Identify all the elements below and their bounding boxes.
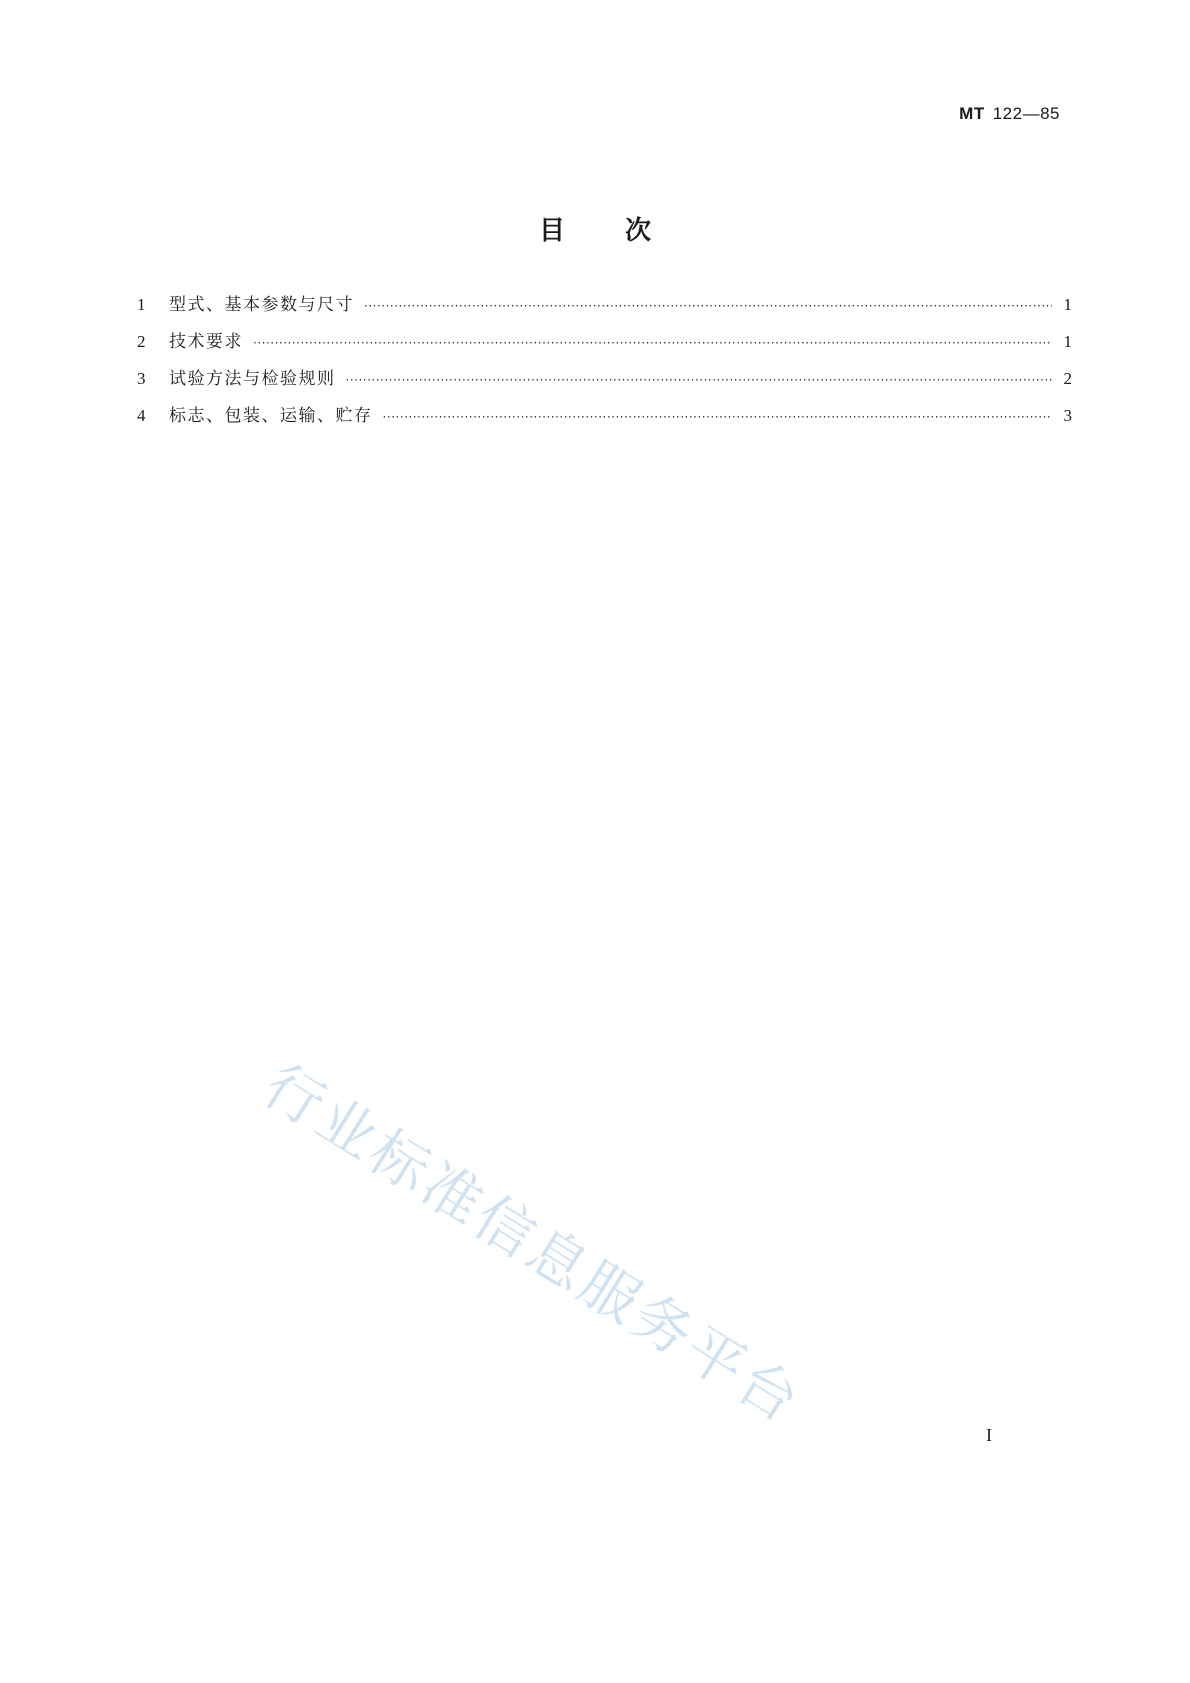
watermark: 行业标准信息服务平台 bbox=[252, 1051, 814, 1438]
toc-leader-dots bbox=[364, 299, 1052, 313]
toc-entry-label: 技术要求 bbox=[169, 332, 243, 352]
toc-entry-page: 3 bbox=[1063, 406, 1072, 425]
toc-entry-page: 2 bbox=[1063, 369, 1072, 388]
toc-entry[interactable] bbox=[137, 290, 1072, 327]
toc-entry[interactable] bbox=[137, 364, 1072, 401]
toc-leader-dots bbox=[253, 336, 1052, 350]
standard-code: MT bbox=[959, 104, 985, 123]
toc-entry-label: 型式、基本参数与尺寸 bbox=[169, 295, 354, 315]
standard-number bbox=[959, 104, 1060, 124]
toc-entry-page: 1 bbox=[1063, 295, 1072, 314]
toc-leader-dots bbox=[383, 410, 1053, 424]
page-number: I bbox=[986, 1425, 992, 1445]
toc-entry-label: 试验方法与检验规则 bbox=[169, 369, 336, 389]
toc-entry-number: 3 bbox=[137, 369, 146, 388]
toc-entry-label: 标志、包装、运输、贮存 bbox=[169, 406, 373, 426]
toc-leader-dots bbox=[346, 373, 1053, 387]
table-of-contents bbox=[137, 290, 1072, 438]
toc-entry-number: 2 bbox=[137, 332, 146, 351]
toc-entry[interactable] bbox=[137, 327, 1072, 364]
page-title: 目次 bbox=[538, 216, 711, 246]
standard-number-value: 122—85 bbox=[992, 104, 1060, 123]
toc-entry-number: 4 bbox=[137, 406, 146, 425]
toc-entry[interactable] bbox=[137, 401, 1072, 438]
toc-entry-page: 1 bbox=[1063, 332, 1072, 351]
toc-entry-number: 1 bbox=[137, 295, 146, 314]
